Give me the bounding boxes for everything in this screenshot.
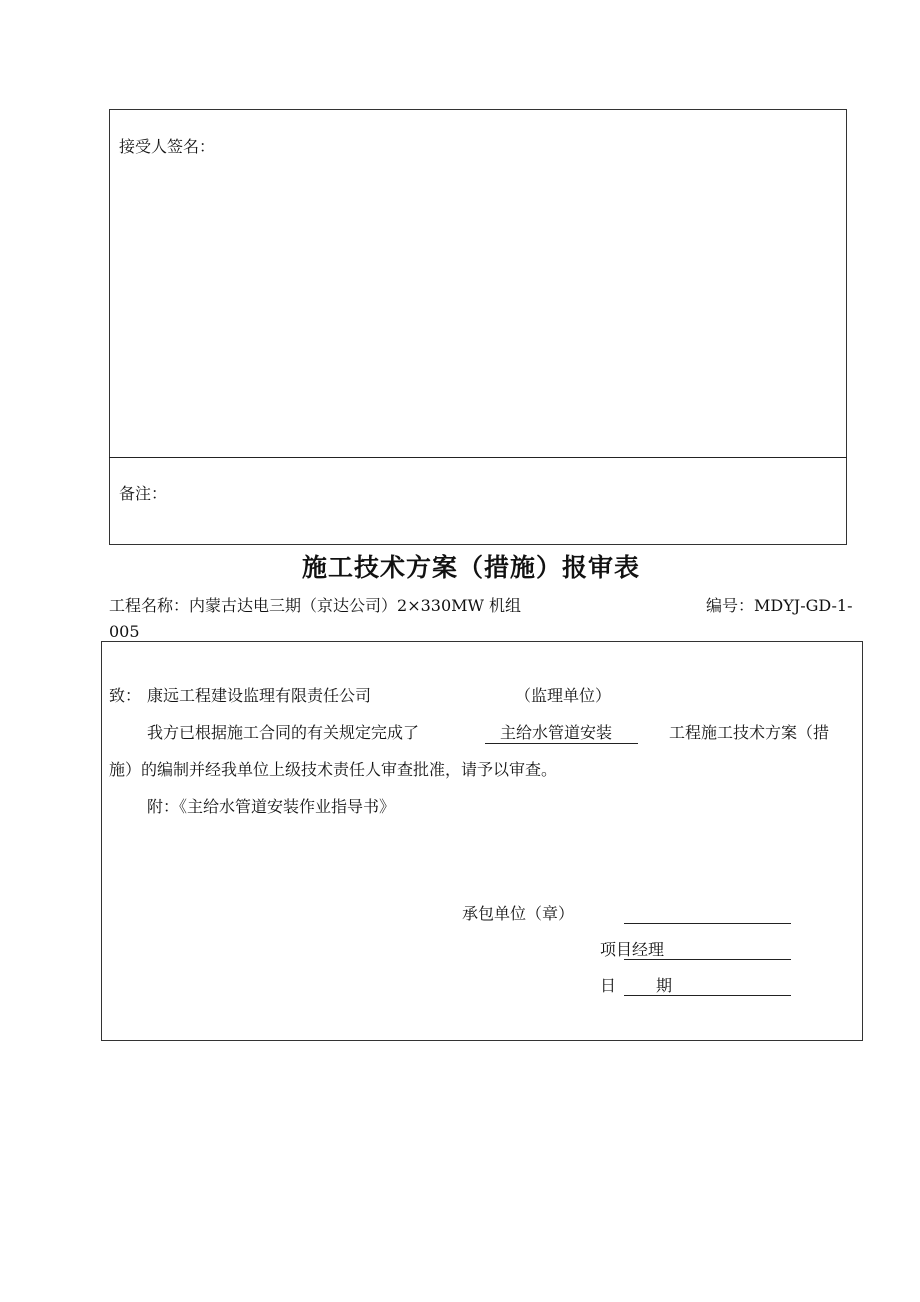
date-line bbox=[624, 995, 791, 996]
remarks-label: 备注： bbox=[119, 484, 168, 503]
statement-part1: 我方已根据施工合同的有关规定完成了 bbox=[147, 723, 420, 742]
upper-table-divider bbox=[109, 457, 847, 458]
addressee-company: 康远工程建设监理有限责任公司 bbox=[147, 686, 372, 705]
serial-value-continued: 005 bbox=[109, 622, 140, 641]
date-label-1: 日 bbox=[600, 976, 617, 995]
form-title: 施工技术方案（措施）报审表 bbox=[302, 553, 641, 582]
addressee-prefix: 致： bbox=[109, 686, 142, 705]
upper-table bbox=[109, 109, 847, 545]
serial-label: 编号： bbox=[706, 596, 755, 615]
attachment-line bbox=[147, 797, 395, 817]
addressee-suffix: （监理单位） bbox=[515, 686, 612, 705]
statement-project-underline bbox=[485, 743, 638, 744]
attachment-value: 《主给水管道安装作业指导书》 bbox=[179, 797, 396, 816]
manager-label: 项目经理 bbox=[600, 940, 665, 959]
attachment-label: 附： bbox=[147, 797, 180, 816]
date-label-2: 期 bbox=[656, 976, 673, 995]
contractor-label: 承包单位（章） bbox=[462, 904, 575, 923]
statement-part3: 施）的编制并经我单位上级技术责任人审查批准，请予以审查。 bbox=[109, 760, 558, 779]
serial-number bbox=[706, 596, 853, 616]
serial-value: MDYJ-GD-1- bbox=[754, 596, 853, 615]
project-name-value: 内蒙古达电三期（京达公司）2×330MW 机组 bbox=[189, 596, 522, 615]
project-name-label: 工程名称： bbox=[109, 596, 190, 615]
receiver-signature-label: 接受人签名： bbox=[119, 137, 216, 156]
manager-signature-line bbox=[624, 959, 791, 960]
project-name-line bbox=[109, 596, 521, 616]
statement-project: 主给水管道安装 bbox=[500, 723, 613, 742]
contractor-signature-line bbox=[624, 923, 791, 924]
statement-part2: 工程施工技术方案（措 bbox=[669, 723, 830, 742]
